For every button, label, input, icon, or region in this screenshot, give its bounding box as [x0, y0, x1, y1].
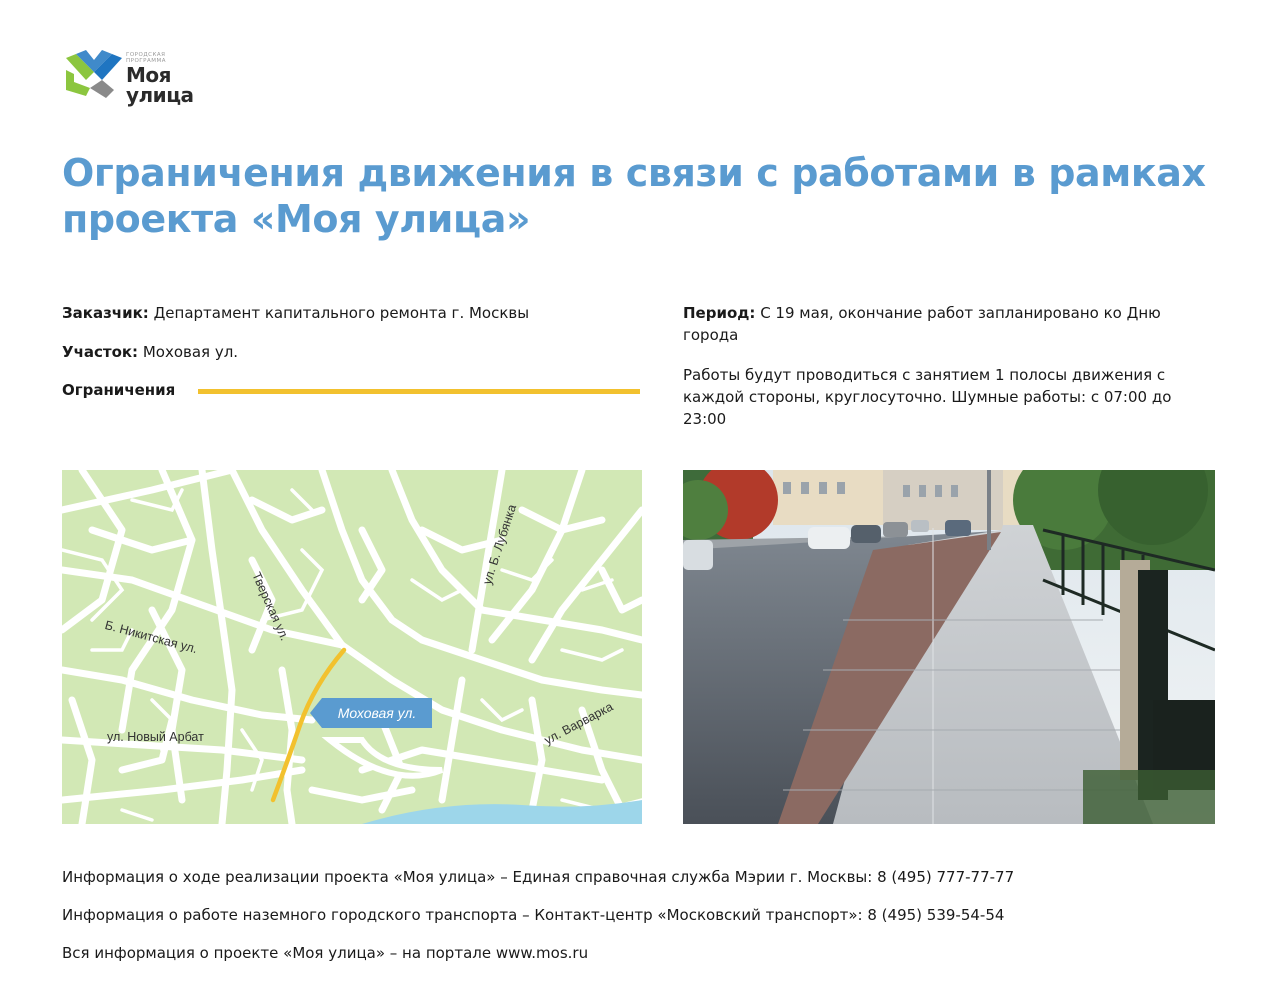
footer-line-info-service: Информация о ходе реализации проекта «Моя улица» – Единая справочная служба Мэрии г. Москвы: 8 (495) 777-77-77: [62, 868, 1015, 886]
map-label-tverskaya: Тверская ул.: [249, 570, 292, 643]
footer-line-transport: Информация о работе наземного городского транспорта – Контакт-центр «Московский транспорт»: 8 (495) 539-54-54: [62, 906, 1005, 924]
page-title: [62, 150, 1222, 242]
period-row: [683, 302, 1218, 346]
customer-value: Департамент капитального ремонта г. Москвы: [153, 304, 530, 322]
map-label-nikitskaya: Б. Никитская ул.: [103, 618, 199, 657]
period-label: Период:: [683, 304, 756, 322]
logo-mark-icon: [66, 50, 122, 102]
logo-name-line2: улица: [126, 83, 194, 107]
map-label-lubyanka: ул. Б. Лубянка: [480, 502, 520, 587]
page-title-line1: Ограничения движения в связи с работами в рамках: [62, 151, 1206, 195]
area-map: [62, 470, 642, 824]
map-roads: [62, 470, 642, 824]
section-label: Участок:: [62, 343, 139, 361]
moya-ulitsa-logo: [66, 50, 206, 110]
restrictions-label: Ограничения: [62, 381, 176, 399]
period-value: С 19 мая, окончание работ запланировано ко Дню города: [683, 304, 1161, 344]
street-rendering-image: [683, 470, 1215, 824]
section-value: Моховая ул.: [142, 343, 239, 361]
street-visualization: [683, 470, 1215, 824]
restrictions-legend-line: [198, 389, 640, 394]
customer-row: [62, 302, 529, 324]
logo-subtitle-line1: ГОРОДСКАЯ: [126, 52, 166, 58]
logo-name-line1: Моя: [126, 63, 171, 87]
works-description: Работы будут проводиться с занятием 1 полосы движения с каждой стороны, круглосуточно. Шумные работы: с 07:00 до 23:00: [683, 366, 1172, 428]
map-label-novy-arbat: ул. Новый Арбат: [107, 730, 204, 744]
page-title-line2: проекта «Моя улица»: [62, 197, 531, 241]
map-label-varvarka: ул. Варварка: [542, 699, 616, 748]
section-row: [62, 341, 238, 363]
map-highlight-mokhovaya: Моховая ул.: [322, 698, 432, 728]
footer-line-portal: Вся информация о проекте «Моя улица» – на портале www.mos.ru: [62, 944, 589, 962]
logo-subtitle-line2: ПРОГРАММА: [126, 58, 166, 64]
customer-label: Заказчик:: [62, 304, 149, 322]
